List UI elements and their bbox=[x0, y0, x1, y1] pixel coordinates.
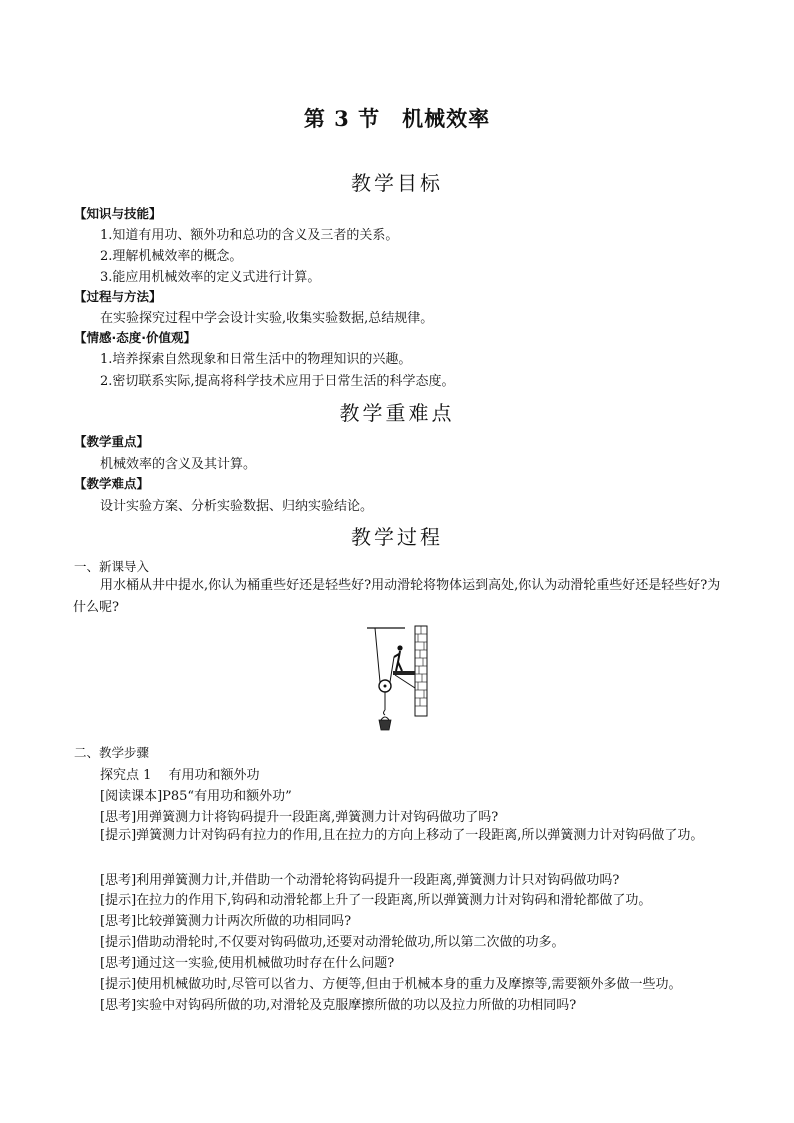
process-line-8: [思考]通过这一实验,使用机械做功时存在什么问题? bbox=[100, 956, 395, 971]
intro-heading: 一、新课导入 bbox=[74, 559, 150, 574]
attitude-item-2: 2.密切联系实际,提高将科学技术应用于日常生活的科学态度。 bbox=[100, 374, 455, 389]
process-line-1: [阅读课本]P85“有用功和额外功” bbox=[100, 789, 292, 804]
process-line-10: [思考]实验中对钩码所做的功,对滑轮及克服摩擦所做的功以及拉力所做的功相同吗? bbox=[100, 998, 577, 1013]
chapter-title: 第 3 节 机械效率 bbox=[303, 106, 491, 131]
section-title-process: 教学过程 bbox=[351, 525, 443, 549]
process-line-4: [思考]利用弹簧测力计,并借助一个动滑轮将钩码提升一段距离,弹簧测力计只对钩码做功吗? bbox=[100, 873, 620, 888]
section-title-goals: 教学目标 bbox=[351, 171, 443, 195]
attitude-item-1: 1.培养探索自然现象和日常生活中的物理知识的兴趣。 bbox=[100, 352, 412, 367]
point1-title: 探究点 1 有用功和额外功 bbox=[100, 768, 260, 783]
focus-label: 【教学重点】 bbox=[74, 434, 150, 449]
process-line-7: [提示]借助动滑轮时,不仅要对钩码做功,还要对动滑轮做功,所以第二次做的功多。 bbox=[100, 935, 565, 950]
method-text: 在实验探究过程中学会设计实验,收集实验数据,总结规律。 bbox=[100, 311, 434, 326]
knowledge-item-3: 3.能应用机械效率的定义式进行计算。 bbox=[100, 270, 321, 285]
process-line-5: [提示]在拉力的作用下,钩码和动滑轮都上升了一段距离,所以弹簧测力计对钩码和滑轮都做了功。 bbox=[100, 893, 652, 908]
knowledge-label: 【知识与技能】 bbox=[74, 206, 162, 221]
difficulty-text: 设计实验方案、分析实验数据、归纳实验结论。 bbox=[100, 499, 374, 514]
difficulty-label: 【教学难点】 bbox=[74, 476, 150, 491]
method-label: 【过程与方法】 bbox=[74, 289, 162, 304]
attitude-label: 【情感·态度·价值观】 bbox=[74, 330, 196, 345]
steps-heading: 二、教学步骤 bbox=[74, 745, 150, 760]
knowledge-item-2: 2.理解机械效率的概念。 bbox=[100, 249, 243, 264]
pulley-figure bbox=[365, 624, 431, 732]
process-line-2: [思考]用弹簧测力计将钩码提升一段距离,弹簧测力计对钩码做功了吗? bbox=[100, 810, 499, 825]
process-line-6: [思考]比较弹簧测力计两次所做的功相同吗? bbox=[100, 914, 352, 929]
section-title-key: 教学重难点 bbox=[339, 401, 455, 425]
process-line-9: [提示]使用机械做功时,尽管可以省力、方便等,但由于机械本身的重力及摩擦等,需要额外多做一些功。 bbox=[100, 977, 682, 992]
process-line-3: [提示]弹簧测力计对钩码有拉力的作用,且在拉力的方向上移动了一段距离,所以弹簧测力计对钩码做了功。 bbox=[100, 828, 704, 843]
knowledge-item-1: 1.知道有用功、额外功和总功的含义及三者的关系。 bbox=[100, 228, 399, 243]
intro-text: 用水桶从井中提水,你认为桶重些好还是轻些好?用动滑轮将物体运到高处,你认为动滑轮重些好还是轻些好?为什么呢? bbox=[73, 578, 721, 615]
focus-text: 机械效率的含义及其计算。 bbox=[100, 457, 257, 472]
